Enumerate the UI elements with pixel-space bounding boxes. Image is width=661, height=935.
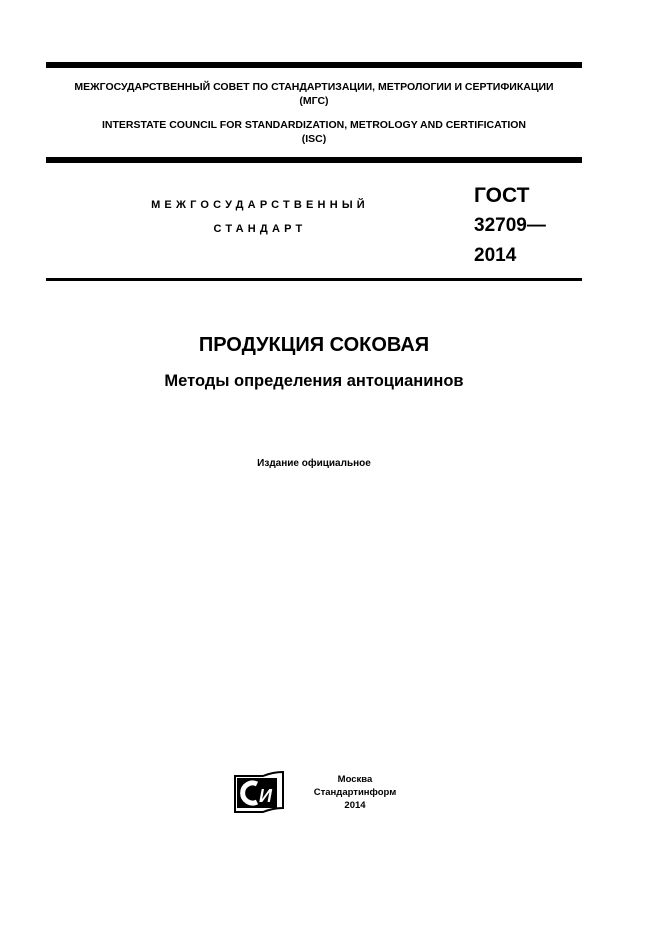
council-en-abbr: (ISC)	[301, 133, 327, 145]
gost-designation	[474, 181, 546, 271]
council-en: INTERSTATE COUNCIL FOR STANDARDIZATION, METROLOGY AND CERTIFICATION	[101, 119, 527, 131]
publisher-info	[300, 773, 410, 812]
standard-line1: МЕЖГОСУДАРСТВЕННЫЙ	[151, 199, 369, 211]
gost-number: 32709—	[474, 215, 546, 236]
publisher-city: Москва	[337, 774, 373, 785]
top-rule	[46, 62, 582, 68]
document-subtitle: Методы определения антоцианинов	[164, 372, 464, 390]
svg-text:И: И	[259, 786, 272, 806]
gost-label: ГОСТ	[474, 184, 530, 207]
publisher-year: 2014	[344, 800, 366, 811]
council-ru-abbr: (МГС)	[299, 95, 329, 107]
standartinform-logo	[233, 770, 287, 814]
standard-line2: СТАНДАРТ	[213, 223, 307, 235]
edition-label: Издание официальное	[257, 458, 371, 469]
bottom-rule	[46, 278, 582, 281]
gost-year: 2014	[474, 245, 517, 266]
publisher-name: Стандартинформ	[313, 787, 397, 798]
document-title: ПРОДУКЦИЯ СОКОВАЯ	[198, 334, 430, 356]
middle-rule	[46, 157, 582, 163]
council-ru: МЕЖГОСУДАРСТВЕННЫЙ СОВЕТ ПО СТАНДАРТИЗАЦИИ, МЕТРОЛОГИИ И СЕРТИФИКАЦИИ	[74, 81, 554, 93]
